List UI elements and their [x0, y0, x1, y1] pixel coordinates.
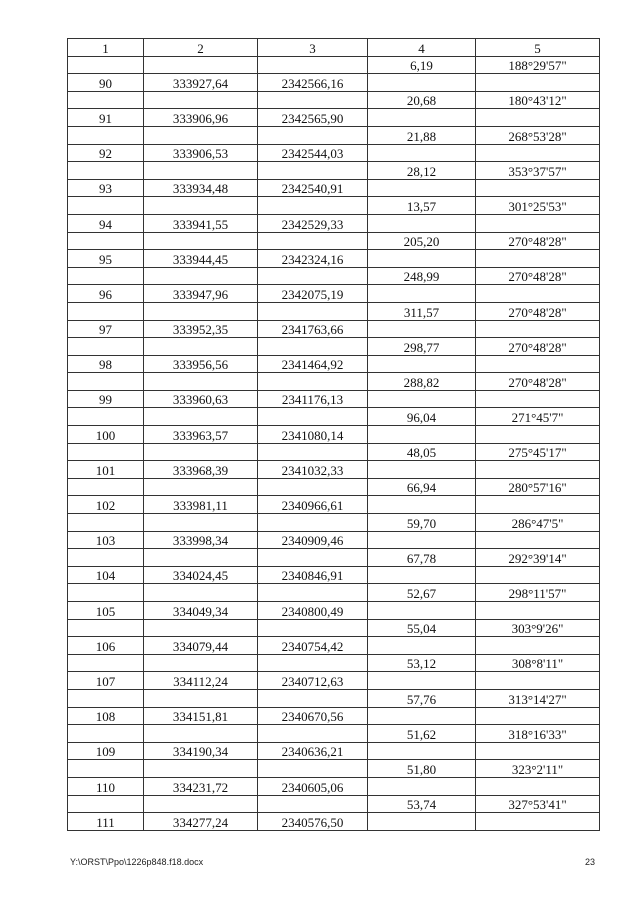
x-coordinate-cell: 333947,96: [144, 285, 258, 303]
bearing-cell: 280°57'16": [476, 478, 600, 496]
bearing-cell: 308°8'11": [476, 654, 600, 672]
y-coordinate-cell: 2342544,03: [258, 144, 368, 162]
y-coordinate-cell: [258, 302, 368, 320]
x-coordinate-cell: [144, 232, 258, 250]
table-row: [68, 813, 600, 831]
footer-page-number: 23: [585, 857, 596, 867]
table-row: [68, 531, 600, 549]
y-coordinate-cell: 2341080,14: [258, 426, 368, 444]
distance-cell: 20,68: [368, 91, 476, 109]
y-coordinate-cell: 2341032,33: [258, 461, 368, 479]
x-coordinate-cell: [144, 760, 258, 778]
table-row: [68, 566, 600, 584]
x-coordinate-cell: [144, 338, 258, 356]
x-coordinate-cell: 333941,55: [144, 214, 258, 232]
x-coordinate-cell: 333981,11: [144, 496, 258, 514]
x-coordinate-cell: 333956,56: [144, 355, 258, 373]
y-coordinate-cell: [258, 654, 368, 672]
distance-cell: [368, 813, 476, 831]
table-row: [68, 338, 600, 356]
bearing-cell: 303°9'26": [476, 619, 600, 637]
y-coordinate-cell: 2340800,49: [258, 602, 368, 620]
point-number-cell: 102: [68, 496, 144, 514]
point-number-cell: 97: [68, 320, 144, 338]
distance-cell: [368, 637, 476, 655]
point-number-cell: 95: [68, 250, 144, 268]
y-coordinate-cell: [258, 760, 368, 778]
table-row: [68, 496, 600, 514]
bearing-cell: [476, 285, 600, 303]
y-coordinate-cell: 2342075,19: [258, 285, 368, 303]
x-coordinate-cell: 333934,48: [144, 179, 258, 197]
bearing-cell: [476, 566, 600, 584]
point-number-cell: [68, 232, 144, 250]
table-row: [68, 390, 600, 408]
x-coordinate-cell: [144, 654, 258, 672]
distance-cell: [368, 250, 476, 268]
bearing-cell: [476, 355, 600, 373]
table-row: [68, 637, 600, 655]
y-coordinate-cell: 2340846,91: [258, 566, 368, 584]
distance-cell: [368, 566, 476, 584]
bearing-cell: 292°39'14": [476, 549, 600, 567]
distance-cell: [368, 531, 476, 549]
bearing-cell: 313°14'27": [476, 689, 600, 707]
distance-cell: 51,62: [368, 725, 476, 743]
x-coordinate-cell: 333963,57: [144, 426, 258, 444]
y-coordinate-cell: [258, 126, 368, 144]
x-coordinate-cell: [144, 549, 258, 567]
x-coordinate-cell: [144, 795, 258, 813]
y-coordinate-cell: [258, 478, 368, 496]
y-coordinate-cell: 2342566,16: [258, 74, 368, 92]
y-coordinate-cell: 2340670,56: [258, 707, 368, 725]
distance-cell: [368, 496, 476, 514]
point-number-cell: [68, 126, 144, 144]
table-row: [68, 214, 600, 232]
table-row: [68, 478, 600, 496]
distance-cell: [368, 777, 476, 795]
point-number-cell: [68, 584, 144, 602]
bearing-cell: 298°11'57": [476, 584, 600, 602]
bearing-cell: 323°2'11": [476, 760, 600, 778]
point-number-cell: [68, 91, 144, 109]
point-number-cell: [68, 549, 144, 567]
y-coordinate-cell: 2340576,50: [258, 813, 368, 831]
distance-cell: [368, 426, 476, 444]
x-coordinate-cell: 334231,72: [144, 777, 258, 795]
distance-cell: 248,99: [368, 267, 476, 285]
y-coordinate-cell: [258, 795, 368, 813]
table-row: [68, 742, 600, 760]
point-number-cell: 101: [68, 461, 144, 479]
point-number-cell: [68, 619, 144, 637]
point-number-cell: [68, 760, 144, 778]
x-coordinate-cell: [144, 197, 258, 215]
distance-cell: 48,05: [368, 443, 476, 461]
x-coordinate-cell: 333927,64: [144, 74, 258, 92]
table-row: [68, 74, 600, 92]
bearing-cell: [476, 813, 600, 831]
distance-cell: 6,19: [368, 56, 476, 74]
table-row: [68, 426, 600, 444]
bearing-cell: 301°25'53": [476, 197, 600, 215]
table-row: [68, 355, 600, 373]
point-number-cell: 100: [68, 426, 144, 444]
table-row: [68, 461, 600, 479]
distance-cell: 51,80: [368, 760, 476, 778]
table-header: [68, 39, 600, 57]
table-row: [68, 302, 600, 320]
y-coordinate-cell: [258, 162, 368, 180]
y-coordinate-cell: 2342540,91: [258, 179, 368, 197]
x-coordinate-cell: 333960,63: [144, 390, 258, 408]
x-coordinate-cell: 333998,34: [144, 531, 258, 549]
bearing-cell: 180°43'12": [476, 91, 600, 109]
y-coordinate-cell: [258, 373, 368, 391]
distance-cell: [368, 461, 476, 479]
x-coordinate-cell: 333906,96: [144, 109, 258, 127]
y-coordinate-cell: [258, 725, 368, 743]
distance-cell: [368, 74, 476, 92]
table-row: [68, 602, 600, 620]
bearing-cell: 270°48'28": [476, 302, 600, 320]
bearing-cell: 286°47'5": [476, 514, 600, 532]
point-number-cell: 109: [68, 742, 144, 760]
bearing-cell: [476, 320, 600, 338]
table-row: [68, 373, 600, 391]
point-number-cell: 92: [68, 144, 144, 162]
x-coordinate-cell: [144, 443, 258, 461]
point-number-cell: 99: [68, 390, 144, 408]
bearing-cell: [476, 390, 600, 408]
distance-cell: [368, 214, 476, 232]
distance-cell: [368, 355, 476, 373]
table-row: [68, 285, 600, 303]
x-coordinate-cell: [144, 619, 258, 637]
point-number-cell: 105: [68, 602, 144, 620]
distance-cell: [368, 672, 476, 690]
header-col-3: 3: [258, 39, 368, 57]
point-number-cell: 93: [68, 179, 144, 197]
point-number-cell: 104: [68, 566, 144, 584]
distance-cell: 298,77: [368, 338, 476, 356]
distance-cell: 66,94: [368, 478, 476, 496]
point-number-cell: 111: [68, 813, 144, 831]
bearing-cell: 188°29'57": [476, 56, 600, 74]
distance-cell: 288,82: [368, 373, 476, 391]
bearing-cell: [476, 250, 600, 268]
distance-cell: [368, 144, 476, 162]
point-number-cell: [68, 514, 144, 532]
x-coordinate-cell: 334151,81: [144, 707, 258, 725]
bearing-cell: [476, 672, 600, 690]
x-coordinate-cell: [144, 478, 258, 496]
x-coordinate-cell: [144, 584, 258, 602]
bearing-cell: [476, 74, 600, 92]
table-row: [68, 197, 600, 215]
bearing-cell: [476, 179, 600, 197]
y-coordinate-cell: [258, 408, 368, 426]
x-coordinate-cell: 334112,24: [144, 672, 258, 690]
y-coordinate-cell: [258, 514, 368, 532]
distance-cell: 53,74: [368, 795, 476, 813]
distance-cell: [368, 707, 476, 725]
table-row: [68, 443, 600, 461]
y-coordinate-cell: 2341176,13: [258, 390, 368, 408]
point-number-cell: [68, 654, 144, 672]
distance-cell: 59,70: [368, 514, 476, 532]
distance-cell: [368, 390, 476, 408]
y-coordinate-cell: 2341763,66: [258, 320, 368, 338]
table-row: [68, 725, 600, 743]
y-coordinate-cell: 2340754,42: [258, 637, 368, 655]
distance-cell: [368, 320, 476, 338]
distance-cell: 28,12: [368, 162, 476, 180]
point-number-cell: 96: [68, 285, 144, 303]
table-row: [68, 689, 600, 707]
point-number-cell: 91: [68, 109, 144, 127]
y-coordinate-cell: [258, 56, 368, 74]
y-coordinate-cell: [258, 584, 368, 602]
x-coordinate-cell: 333952,35: [144, 320, 258, 338]
table-row: [68, 109, 600, 127]
bearing-cell: [476, 637, 600, 655]
coordinates-table: [67, 38, 600, 831]
table-row: [68, 91, 600, 109]
distance-cell: 96,04: [368, 408, 476, 426]
x-coordinate-cell: 334049,34: [144, 602, 258, 620]
x-coordinate-cell: [144, 56, 258, 74]
bearing-cell: [476, 461, 600, 479]
y-coordinate-cell: 2340636,21: [258, 742, 368, 760]
y-coordinate-cell: 2341464,92: [258, 355, 368, 373]
footer-file-path: Y:\ORST\Ppo\1226p848.f18.docx: [70, 857, 204, 867]
table-row: [68, 162, 600, 180]
point-number-cell: [68, 725, 144, 743]
point-number-cell: 110: [68, 777, 144, 795]
table-row: [68, 250, 600, 268]
distance-cell: 67,78: [368, 549, 476, 567]
x-coordinate-cell: [144, 162, 258, 180]
bearing-cell: [476, 496, 600, 514]
bearing-cell: [476, 742, 600, 760]
table-row: [68, 408, 600, 426]
x-coordinate-cell: [144, 126, 258, 144]
point-number-cell: [68, 443, 144, 461]
distance-cell: 57,76: [368, 689, 476, 707]
bearing-cell: [476, 214, 600, 232]
header-row: [68, 39, 600, 57]
table-row: [68, 619, 600, 637]
bearing-cell: 270°48'28": [476, 373, 600, 391]
y-coordinate-cell: [258, 91, 368, 109]
y-coordinate-cell: 2340909,46: [258, 531, 368, 549]
point-number-cell: [68, 197, 144, 215]
table-row: [68, 654, 600, 672]
x-coordinate-cell: [144, 91, 258, 109]
table-row: [68, 56, 600, 74]
table-row: [68, 672, 600, 690]
bearing-cell: [476, 109, 600, 127]
y-coordinate-cell: [258, 443, 368, 461]
x-coordinate-cell: [144, 689, 258, 707]
header-col-1: 1: [68, 39, 144, 57]
table-body: [68, 56, 600, 830]
point-number-cell: 90: [68, 74, 144, 92]
bearing-cell: 271°45'7": [476, 408, 600, 426]
bearing-cell: [476, 144, 600, 162]
distance-cell: 13,57: [368, 197, 476, 215]
table-row: [68, 584, 600, 602]
table-row: [68, 232, 600, 250]
bearing-cell: 270°48'28": [476, 232, 600, 250]
x-coordinate-cell: 334079,44: [144, 637, 258, 655]
point-number-cell: [68, 338, 144, 356]
x-coordinate-cell: [144, 302, 258, 320]
bearing-cell: 318°16'33": [476, 725, 600, 743]
x-coordinate-cell: [144, 373, 258, 391]
point-number-cell: 98: [68, 355, 144, 373]
point-number-cell: [68, 162, 144, 180]
point-number-cell: 108: [68, 707, 144, 725]
y-coordinate-cell: 2342324,16: [258, 250, 368, 268]
table-row: [68, 144, 600, 162]
y-coordinate-cell: [258, 689, 368, 707]
distance-cell: 53,12: [368, 654, 476, 672]
x-coordinate-cell: 333944,45: [144, 250, 258, 268]
bearing-cell: [476, 777, 600, 795]
y-coordinate-cell: [258, 267, 368, 285]
y-coordinate-cell: 2340605,06: [258, 777, 368, 795]
distance-cell: 52,67: [368, 584, 476, 602]
x-coordinate-cell: [144, 267, 258, 285]
y-coordinate-cell: [258, 232, 368, 250]
point-number-cell: 107: [68, 672, 144, 690]
x-coordinate-cell: 333906,53: [144, 144, 258, 162]
distance-cell: [368, 285, 476, 303]
x-coordinate-cell: [144, 725, 258, 743]
y-coordinate-cell: 2342529,33: [258, 214, 368, 232]
table-row: [68, 320, 600, 338]
y-coordinate-cell: [258, 338, 368, 356]
point-number-cell: [68, 302, 144, 320]
x-coordinate-cell: [144, 514, 258, 532]
point-number-cell: [68, 689, 144, 707]
y-coordinate-cell: [258, 619, 368, 637]
table-row: [68, 707, 600, 725]
x-coordinate-cell: 334190,34: [144, 742, 258, 760]
y-coordinate-cell: [258, 197, 368, 215]
distance-cell: [368, 742, 476, 760]
point-number-cell: [68, 56, 144, 74]
distance-cell: [368, 602, 476, 620]
distance-cell: 205,20: [368, 232, 476, 250]
table-row: [68, 126, 600, 144]
x-coordinate-cell: [144, 408, 258, 426]
table-row: [68, 777, 600, 795]
bearing-cell: 327°53'41": [476, 795, 600, 813]
point-number-cell: 103: [68, 531, 144, 549]
bearing-cell: 275°45'17": [476, 443, 600, 461]
bearing-cell: 268°53'28": [476, 126, 600, 144]
distance-cell: 55,04: [368, 619, 476, 637]
table-row: [68, 795, 600, 813]
distance-cell: 21,88: [368, 126, 476, 144]
bearing-cell: [476, 707, 600, 725]
point-number-cell: [68, 267, 144, 285]
table-row: [68, 549, 600, 567]
header-col-5: 5: [476, 39, 600, 57]
y-coordinate-cell: 2340966,61: [258, 496, 368, 514]
point-number-cell: 106: [68, 637, 144, 655]
distance-cell: [368, 179, 476, 197]
header-col-2: 2: [144, 39, 258, 57]
x-coordinate-cell: 334277,24: [144, 813, 258, 831]
table-row: [68, 514, 600, 532]
point-number-cell: [68, 408, 144, 426]
x-coordinate-cell: 333968,39: [144, 461, 258, 479]
point-number-cell: 94: [68, 214, 144, 232]
distance-cell: [368, 109, 476, 127]
x-coordinate-cell: 334024,45: [144, 566, 258, 584]
y-coordinate-cell: [258, 549, 368, 567]
bearing-cell: 270°48'28": [476, 338, 600, 356]
distance-cell: 311,57: [368, 302, 476, 320]
bearing-cell: 270°48'28": [476, 267, 600, 285]
bearing-cell: 353°37'57": [476, 162, 600, 180]
header-col-4: 4: [368, 39, 476, 57]
point-number-cell: [68, 478, 144, 496]
bearing-cell: [476, 602, 600, 620]
bearing-cell: [476, 531, 600, 549]
point-number-cell: [68, 373, 144, 391]
y-coordinate-cell: 2342565,90: [258, 109, 368, 127]
table-row: [68, 760, 600, 778]
point-number-cell: [68, 795, 144, 813]
table-row: [68, 267, 600, 285]
bearing-cell: [476, 426, 600, 444]
y-coordinate-cell: 2340712,63: [258, 672, 368, 690]
table-row: [68, 179, 600, 197]
